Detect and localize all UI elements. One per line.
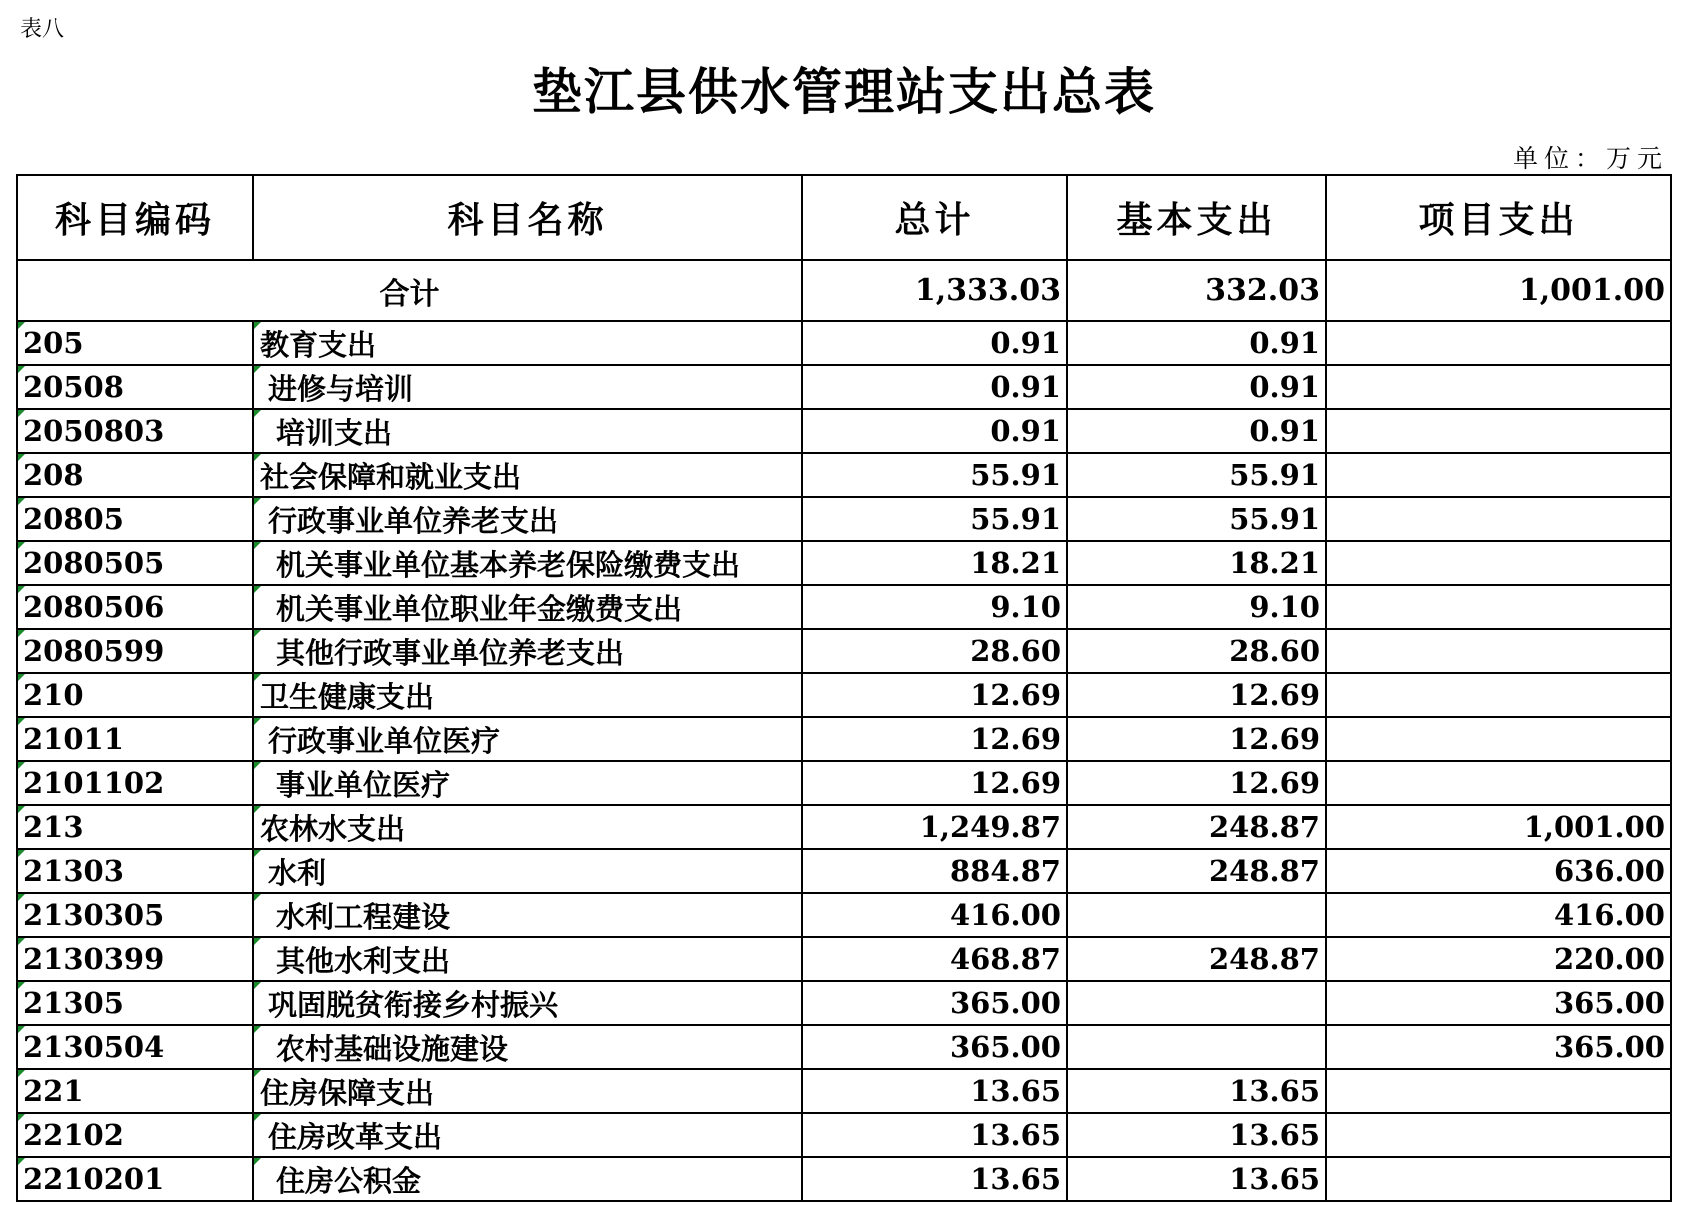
row-project: [1326, 717, 1671, 761]
row-code: 2080506: [17, 585, 253, 629]
row-name: 巩固脱贫衔接乡村振兴: [253, 981, 802, 1025]
row-basic: 0.91: [1067, 321, 1326, 365]
row-basic: [1067, 981, 1326, 1025]
table-row: [17, 453, 1671, 497]
row-name: 培训支出: [253, 409, 802, 453]
row-project: [1326, 541, 1671, 585]
header-project: 项目支出: [1326, 175, 1671, 260]
row-project: 636.00: [1326, 849, 1671, 893]
row-total: 884.87: [802, 849, 1067, 893]
row-total: 13.65: [802, 1113, 1067, 1157]
row-total: 28.60: [802, 629, 1067, 673]
row-basic: 13.65: [1067, 1157, 1326, 1201]
total-total: 1,333.03: [802, 260, 1067, 321]
table-row: [17, 937, 1671, 981]
row-name: 卫生健康支出: [253, 673, 802, 717]
row-name: 行政事业单位医疗: [253, 717, 802, 761]
total-project: 1,001.00: [1326, 260, 1671, 321]
row-project: [1326, 409, 1671, 453]
row-project: 220.00: [1326, 937, 1671, 981]
row-basic: 28.60: [1067, 629, 1326, 673]
row-basic: [1067, 893, 1326, 937]
row-project: [1326, 585, 1671, 629]
total-basic: 332.03: [1067, 260, 1326, 321]
row-total: 12.69: [802, 673, 1067, 717]
row-name: 事业单位医疗: [253, 761, 802, 805]
table-row: [17, 629, 1671, 673]
header-total: 总计: [802, 175, 1067, 260]
row-name: 机关事业单位职业年金缴费支出: [253, 585, 802, 629]
row-total: 18.21: [802, 541, 1067, 585]
row-name: 住房保障支出: [253, 1069, 802, 1113]
total-row: [17, 260, 1671, 321]
row-basic: 13.65: [1067, 1113, 1326, 1157]
row-name: 教育支出: [253, 321, 802, 365]
row-total: 12.69: [802, 717, 1067, 761]
row-name: 水利: [253, 849, 802, 893]
row-project: [1326, 1157, 1671, 1201]
row-basic: 0.91: [1067, 365, 1326, 409]
row-total: 1,249.87: [802, 805, 1067, 849]
row-code: 205: [17, 321, 253, 365]
table-row: [17, 497, 1671, 541]
row-code: 208: [17, 453, 253, 497]
row-code: 2080505: [17, 541, 253, 585]
row-code: 210: [17, 673, 253, 717]
row-code: 2130305: [17, 893, 253, 937]
row-total: 365.00: [802, 981, 1067, 1025]
row-basic: 9.10: [1067, 585, 1326, 629]
row-basic: 0.91: [1067, 409, 1326, 453]
table-row: [17, 805, 1671, 849]
table-row: [17, 673, 1671, 717]
row-name: 进修与培训: [253, 365, 802, 409]
row-total: 468.87: [802, 937, 1067, 981]
table-row: [17, 1113, 1671, 1157]
row-name: 水利工程建设: [253, 893, 802, 937]
row-code: 221: [17, 1069, 253, 1113]
row-code: 20805: [17, 497, 253, 541]
row-name: 社会保障和就业支出: [253, 453, 802, 497]
table-row: [17, 1157, 1671, 1201]
row-code: 2130504: [17, 1025, 253, 1069]
header-code: 科目编码: [17, 175, 253, 260]
header-row: [17, 175, 1671, 260]
row-total: 13.65: [802, 1157, 1067, 1201]
unit-label: 单位：万元: [1512, 144, 1668, 173]
row-total: 55.91: [802, 453, 1067, 497]
row-name: 机关事业单位基本养老保险缴费支出: [253, 541, 802, 585]
row-project: 365.00: [1326, 981, 1671, 1025]
row-project: [1326, 453, 1671, 497]
row-basic: 55.91: [1067, 497, 1326, 541]
row-total: 12.69: [802, 761, 1067, 805]
header-basic: 基本支出: [1067, 175, 1326, 260]
row-code: 21011: [17, 717, 253, 761]
row-project: [1326, 673, 1671, 717]
row-basic: [1067, 1025, 1326, 1069]
row-total: 55.91: [802, 497, 1067, 541]
table-row: [17, 981, 1671, 1025]
row-code: 21305: [17, 981, 253, 1025]
row-name: 其他行政事业单位养老支出: [253, 629, 802, 673]
row-total: 0.91: [802, 321, 1067, 365]
row-total: 0.91: [802, 365, 1067, 409]
row-basic: 13.65: [1067, 1069, 1326, 1113]
row-code: 2130399: [17, 937, 253, 981]
row-project: [1326, 497, 1671, 541]
row-project: 365.00: [1326, 1025, 1671, 1069]
row-name: 住房公积金: [253, 1157, 802, 1201]
row-basic: 248.87: [1067, 937, 1326, 981]
row-project: [1326, 365, 1671, 409]
row-total: 365.00: [802, 1025, 1067, 1069]
header-name: 科目名称: [253, 175, 802, 260]
row-code: 2210201: [17, 1157, 253, 1201]
table-row: [17, 761, 1671, 805]
table-row: [17, 717, 1671, 761]
table-row: [17, 1069, 1671, 1113]
row-code: 2050803: [17, 409, 253, 453]
table-row: [17, 893, 1671, 937]
table-row: [17, 409, 1671, 453]
table-row: [17, 849, 1671, 893]
total-label: 合计: [17, 260, 802, 321]
row-basic: 18.21: [1067, 541, 1326, 585]
table-row: [17, 1025, 1671, 1069]
row-name: 住房改革支出: [253, 1113, 802, 1157]
page-title: 垫江县供水管理站支出总表: [532, 62, 1156, 121]
row-code: 22102: [17, 1113, 253, 1157]
row-total: 9.10: [802, 585, 1067, 629]
row-name: 农村基础设施建设: [253, 1025, 802, 1069]
table-row: [17, 321, 1671, 365]
row-project: [1326, 629, 1671, 673]
row-total: 416.00: [802, 893, 1067, 937]
row-basic: 55.91: [1067, 453, 1326, 497]
row-project: [1326, 1113, 1671, 1157]
row-code: 2101102: [17, 761, 253, 805]
row-code: 21303: [17, 849, 253, 893]
row-project: 416.00: [1326, 893, 1671, 937]
row-basic: 12.69: [1067, 717, 1326, 761]
table-row: [17, 365, 1671, 409]
row-basic: 12.69: [1067, 673, 1326, 717]
row-project: [1326, 761, 1671, 805]
row-name: 农林水支出: [253, 805, 802, 849]
table-number-label: 表八: [20, 17, 65, 42]
expense-table: [16, 174, 1672, 1202]
row-project: [1326, 1069, 1671, 1113]
row-total: 13.65: [802, 1069, 1067, 1113]
table-row: [17, 541, 1671, 585]
row-basic: 12.69: [1067, 761, 1326, 805]
row-project: [1326, 321, 1671, 365]
row-code: 20508: [17, 365, 253, 409]
row-name: 行政事业单位养老支出: [253, 497, 802, 541]
row-basic: 248.87: [1067, 805, 1326, 849]
row-basic: 248.87: [1067, 849, 1326, 893]
row-total: 0.91: [802, 409, 1067, 453]
row-project: 1,001.00: [1326, 805, 1671, 849]
row-name: 其他水利支出: [253, 937, 802, 981]
row-code: 2080599: [17, 629, 253, 673]
row-code: 213: [17, 805, 253, 849]
table-row: [17, 585, 1671, 629]
